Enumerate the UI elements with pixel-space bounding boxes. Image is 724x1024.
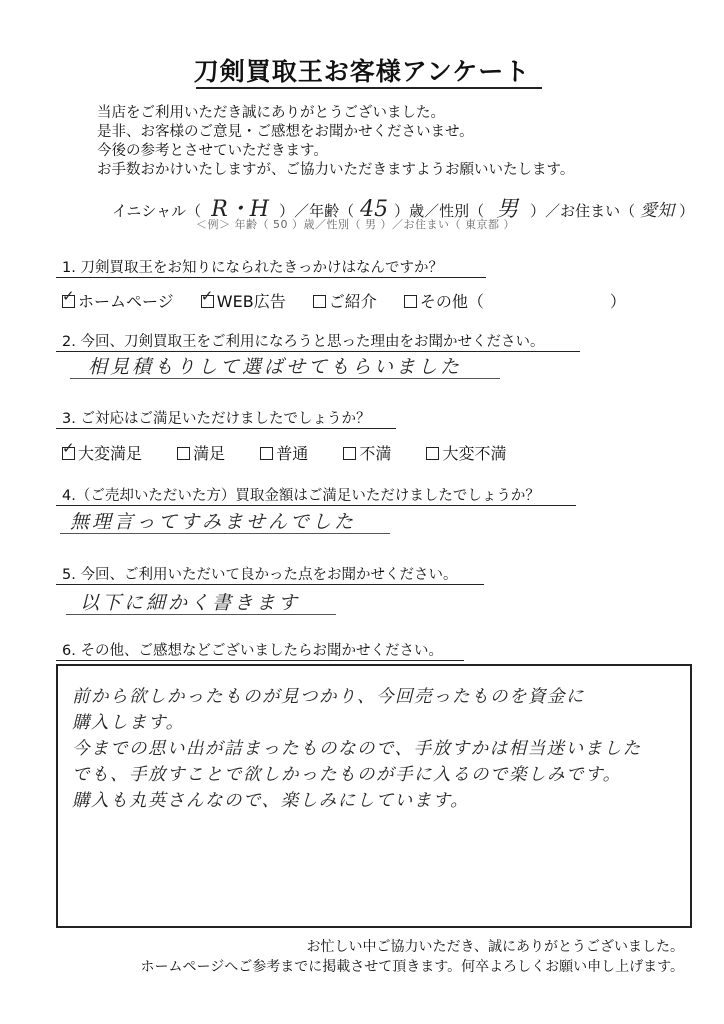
age-label: ）／年齢（ [279,202,355,220]
answer-5-line [66,614,336,615]
question-1: 1. 刀剣買取王をお知りになられたきっかけはなんですか？ [62,260,443,276]
comment-line: 前から欲しかったものが見つかり、今回売ったものを資金に [72,687,585,707]
question-5-underline [56,584,484,585]
checkbox-icon[interactable] [62,447,75,460]
page-title: 刀剣買取王お客様アンケート [193,57,531,86]
question-4: 4.（ご売却いただいた方）買取金額はご満足いただけましたでしょうか？ [62,488,540,504]
answer-2: 相見積もりして選ばせてもらいました [88,356,463,378]
option-neutral[interactable]: 普通 [260,441,308,464]
intro-line: 今後の参考とさせていただきます。 [97,143,328,159]
checkbox-icon[interactable] [62,295,75,308]
initial-value: R・H [211,197,269,222]
question-5: 5. 今回、ご利用いただいて良かった点をお聞かせください。 [62,567,458,583]
question-6-underline [56,660,464,661]
answer-4: 無理言ってすみませんでした [70,511,357,533]
initial-label: イニシャル（ [112,202,202,220]
question-3-underline [56,428,396,429]
option-homepage[interactable]: ✓ホームページ [62,289,174,312]
comment-text [72,684,642,814]
checkbox-icon[interactable] [177,447,190,460]
checkbox-icon[interactable] [426,447,439,460]
footer-thanks: お忙しい中ご協力いただき、誠にありがとうございました。 [306,939,684,955]
intro-line: お手数おかけいたしますが、ご協力いただきますようお願いいたします。 [97,162,575,178]
checkbox-icon[interactable] [404,295,417,308]
option-dissatisfied[interactable]: 不満 [343,441,391,464]
option-very-satisfied[interactable]: ✓大変満足 [62,441,142,464]
question-6: 6. その他、ご感想などございましたらお聞かせください。 [62,643,443,659]
option-web-ad[interactable]: ✓ WEB広告 [201,289,286,312]
option-referral[interactable]: ご紹介 [313,289,377,312]
intro-text [97,104,574,180]
footer-notice: ホームページへご参考までに掲載させて頂きます。何卒よろしくお願い申し上げます。 [140,959,684,975]
gender-value: 男 [496,197,519,222]
question-1-underline [56,277,486,278]
example-hint: ＜例＞ 年齢（ 50 ）歳／性別（ 男 ）／お住まい（ 東京都 ） [196,218,515,231]
answer-4-line [60,533,390,534]
gender-label: ）歳／性別（ [394,202,485,220]
question-2: 2. 今回、刀剣買取王をご利用になろうと思った理由をお聞かせください。 [62,334,545,350]
age-value: 45 [360,197,389,222]
comment-line: 購入します。 [72,713,185,733]
answer-2-line [70,378,500,379]
comment-line: 購入も丸英さんなので、楽しみにしています。 [72,791,470,811]
answer-5: 以下に細かく書きます [80,592,301,614]
comment-line: でも、手放すことで欲しかったものが手に入るので楽しみです。 [72,765,622,785]
question-3-options [62,441,528,464]
question-1-options [62,289,648,312]
title-underline [196,87,542,89]
question-4-underline [56,505,576,506]
checkbox-icon[interactable] [343,447,356,460]
comment-line: 今までの思い出が詰まったものなので、手放すかは相当迷いました [72,739,642,759]
checkbox-icon[interactable] [201,295,214,308]
address-close: ） [679,202,695,220]
option-other[interactable]: その他（ ） [404,289,626,312]
option-very-dissatisfied[interactable]: 大変不満 [426,441,506,464]
checkbox-icon[interactable] [313,295,326,308]
checkbox-icon[interactable] [260,447,273,460]
address-value: 愛知 [640,201,675,221]
intro-line: 当店をご利用いただき誠にありがとうございました。 [97,105,445,121]
option-satisfied[interactable]: 満足 [177,441,225,464]
address-label: ）／お住まい（ [530,202,636,220]
question-3: 3. ご対応はご満足いただけましたでしょうか？ [62,411,371,427]
intro-line: 是非、お客様のご意見・ご感想をお聞かせくださいませ。 [97,124,474,140]
